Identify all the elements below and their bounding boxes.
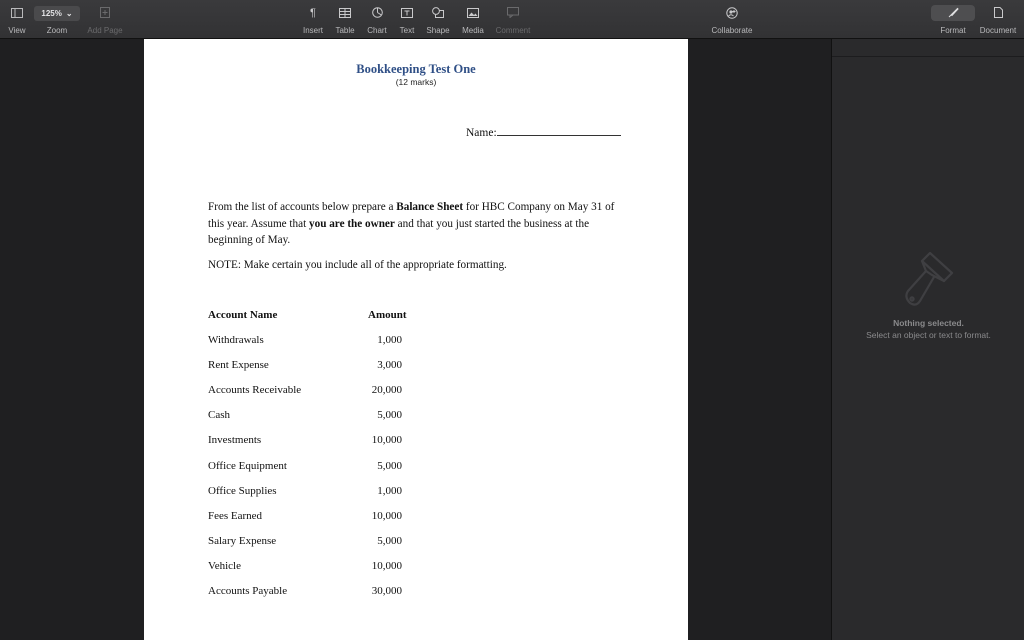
shape-icon [432, 7, 444, 18]
zoom-label: Zoom [46, 26, 68, 35]
account-name: Withdrawals [208, 334, 264, 346]
table-row [208, 560, 418, 576]
insert-label: Insert [302, 26, 323, 35]
account-amount: 30,000 [371, 585, 402, 597]
chevron-down-icon: ⌄ [65, 8, 73, 18]
table-row [208, 409, 418, 425]
para-text-2: for HBC Company on May 31 of this year. Assume that [208, 201, 615, 230]
add-page-icon [100, 7, 110, 18]
zoom-button[interactable] [34, 0, 80, 39]
table-row [208, 384, 418, 400]
paintbrush-icon [948, 7, 959, 18]
account-amount: 5,000 [377, 409, 402, 421]
account-name: Rent Expense [208, 359, 269, 371]
add-page-label: Add Page [87, 26, 123, 35]
shape-label: Shape [426, 26, 450, 35]
account-amount: 5,000 [377, 535, 402, 547]
table-row [208, 460, 418, 476]
media-button[interactable] [459, 0, 487, 39]
collaborate-button[interactable] [708, 0, 756, 39]
para-text-1: From the list of accounts below prepare a [208, 201, 397, 213]
comment-label: Comment [495, 26, 531, 35]
text-label: Text [399, 26, 415, 35]
table-row [208, 434, 418, 450]
zoom-select[interactable] [34, 6, 80, 21]
account-name: Accounts Payable [208, 585, 288, 597]
paragraph-icon: ¶ [310, 6, 316, 19]
account-name: Office Equipment [208, 460, 287, 472]
account-name: Accounts Receivable [208, 384, 302, 396]
paintbrush-icon [900, 247, 958, 309]
para-text-3: and that you just started the business at the beginning of May. [208, 217, 590, 246]
account-amount: 20,000 [371, 384, 402, 396]
page-subtitle: (12 marks) [395, 77, 437, 87]
chart-icon [372, 7, 383, 18]
instructions-paragraph [208, 199, 628, 249]
format-label: Format [940, 26, 966, 35]
account-amount: 10,000 [371, 560, 402, 572]
chart-label: Chart [367, 26, 387, 35]
table-row [208, 510, 418, 526]
para-bold-2: you are the owner [309, 217, 395, 230]
text-button[interactable] [396, 0, 418, 39]
view-button[interactable] [3, 0, 31, 39]
table-row [208, 535, 418, 551]
text-box-icon [401, 8, 413, 18]
column-header-account-name: Account Name [208, 309, 278, 321]
shape-button[interactable] [425, 0, 451, 39]
account-amount: 3,000 [377, 359, 402, 371]
sidebar-view-icon [11, 8, 23, 18]
page-title: Bookkeeping Test One [356, 62, 476, 76]
document-page[interactable] [144, 39, 688, 640]
note-paragraph: NOTE: Make certain you include all of the appropriate formatting. [208, 259, 507, 271]
format-button-highlight [931, 5, 975, 21]
account-amount: 1,000 [377, 334, 402, 346]
add-page-button[interactable] [84, 0, 126, 39]
document-icon [994, 7, 1003, 18]
table-label: Table [335, 26, 355, 35]
document-button[interactable] [976, 0, 1020, 39]
table-button[interactable] [333, 0, 357, 39]
format-button[interactable] [930, 0, 976, 39]
zoom-value: 125% [41, 8, 62, 18]
media-label: Media [462, 26, 484, 35]
format-sidebar [831, 39, 1024, 640]
comment-icon [507, 7, 519, 18]
chart-button[interactable] [364, 0, 390, 39]
insert-button[interactable] [300, 0, 326, 39]
table-icon [339, 8, 351, 18]
name-blank-line [497, 125, 621, 136]
view-label: View [8, 26, 26, 35]
toolbar [0, 0, 1024, 39]
account-amount: 5,000 [377, 460, 402, 472]
account-name: Vehicle [208, 560, 241, 572]
sidebar-divider [832, 56, 1024, 57]
table-row [208, 585, 418, 601]
account-amount: 10,000 [371, 510, 402, 522]
comment-button[interactable] [494, 0, 532, 39]
table-row [208, 485, 418, 501]
nothing-selected-title: Nothing selected. [893, 318, 964, 328]
account-name: Investments [208, 434, 262, 446]
name-field [466, 125, 621, 139]
account-name: Office Supplies [208, 485, 277, 497]
document-label: Document [979, 26, 1017, 35]
name-label: Name: [466, 127, 497, 139]
nothing-selected-hint: Select an object or text to format. [866, 330, 991, 340]
table-row [208, 359, 418, 375]
account-name: Cash [208, 409, 230, 421]
account-name: Salary Expense [208, 535, 277, 547]
collaborate-icon [726, 7, 738, 19]
account-amount: 10,000 [371, 434, 402, 446]
account-name: Fees Earned [208, 510, 263, 522]
para-bold-1: Balance Sheet [396, 201, 464, 213]
media-icon [467, 8, 479, 18]
account-amount: 1,000 [377, 485, 402, 497]
column-header-amount: Amount [368, 309, 407, 321]
collaborate-label: Collaborate [711, 26, 753, 35]
table-row [208, 334, 418, 350]
